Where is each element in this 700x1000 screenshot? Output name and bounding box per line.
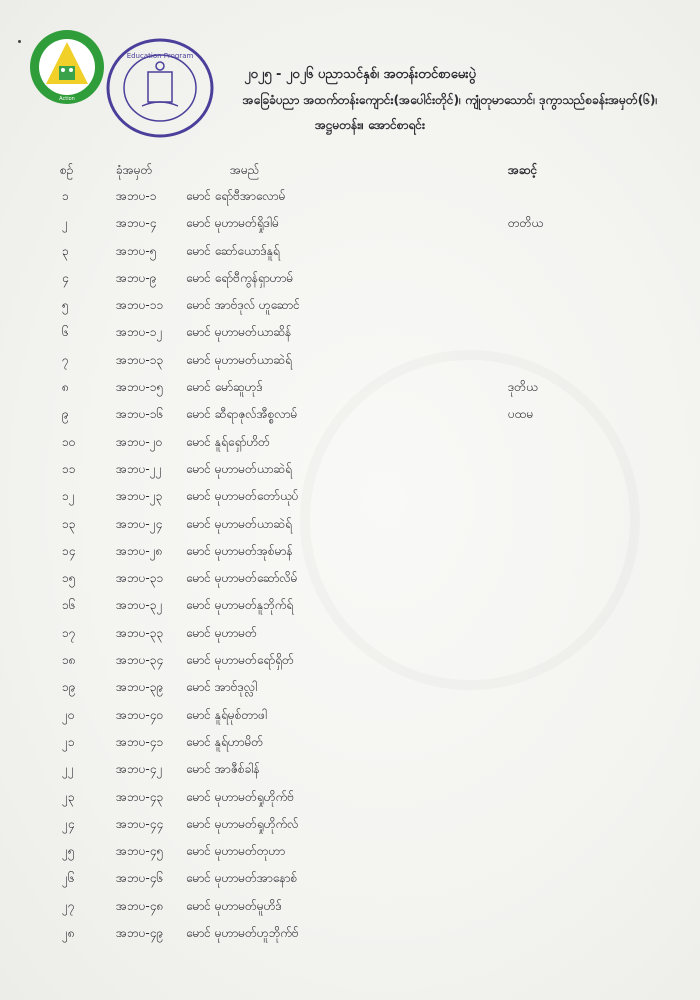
column-header-no: စဉ် (60, 163, 74, 177)
student-name: မောင် မုဟာမတ်ယာဆိန် (186, 325, 292, 340)
student-name: မောင် မုဟာမတ်ရှုဟိုက်လ် (186, 816, 299, 831)
table-row (0, 705, 700, 732)
title-line-2: အခြေခံပညာ အထက်တန်းကျောင်း(အပေါင်းတိုင်)၊ ကျုံတုမာသောင်၊ ဒုကွာသည်စခန်းအမှတ်(၆)၊ (242, 93, 658, 107)
seat-number: အဘပ-၂၄ (116, 516, 163, 531)
rank-label: ဒုတိယ (508, 380, 538, 395)
table-row (0, 568, 700, 595)
row-number: ၅ (62, 298, 69, 313)
seat-number: အဘပ-၄ (116, 216, 157, 231)
seat-number: အဘပ-၄၅ (116, 844, 164, 859)
rank-label: ပထမ (508, 407, 534, 422)
table-row (0, 322, 700, 349)
student-name: မောင် မုဟာမတ်တုဟာ (186, 844, 286, 859)
table-row (0, 241, 700, 268)
student-name: မောင် မုဟာမတ်မူဟိဒ် (186, 898, 282, 913)
seat-number: အဘပ-၃၁ (116, 571, 164, 586)
seat-number: အဘပ-၄၀ (116, 707, 164, 722)
row-number: ၉ (62, 407, 69, 422)
table-row (0, 896, 700, 923)
seat-number: အဘပ-၁ (116, 189, 157, 203)
seat-number: အဘပ-၉ (116, 270, 157, 285)
seat-number: အဘပ-၄၂ (116, 762, 163, 777)
table-row (0, 841, 700, 868)
row-number: ၃ (62, 243, 69, 258)
table-row (0, 923, 700, 950)
seat-number: အဘပ-၄၆ (116, 871, 164, 886)
table-row (0, 595, 700, 622)
table-row (0, 623, 700, 650)
row-number: ၂၅ (62, 844, 75, 859)
student-name: မောင် ရော်ဗီအာလောမ် (186, 189, 286, 203)
row-number: ၁၆ (62, 598, 76, 613)
seat-number: အဘပ-၁၅ (116, 380, 164, 395)
table-row (0, 677, 700, 704)
row-number: ၂၆ (62, 871, 75, 886)
table-row (0, 377, 700, 404)
table-row (0, 732, 700, 759)
seat-number: အဘပ-၃၄ (116, 653, 164, 668)
row-number: ၄ (62, 270, 69, 285)
student-name: မောင် နူရ်မုစ်တာဖါ (186, 707, 268, 722)
student-name: မောင် အာဗ်ဒုလ္လါ (186, 680, 258, 695)
education-program-logo (104, 36, 216, 140)
seat-number: အဘပ-၃၉ (116, 680, 164, 695)
rank-label: တတိယ (508, 216, 544, 231)
student-name: မောင် မုဟာမတ်ရော်ရှိတ် (186, 653, 294, 668)
column-header-name: အမည် (230, 163, 260, 177)
table-row (0, 432, 700, 459)
seat-number: အဘပ-၄၃ (116, 789, 164, 804)
seat-number: အဘပ-၄၈ (116, 898, 164, 913)
student-name: မောင် ဆော်ယောဒ်နူရ် (186, 243, 280, 258)
student-name: မောင် နူရ်ရှော်ဟိတ် (186, 434, 270, 449)
seat-number: အဘပ-၁၆ (116, 407, 164, 422)
student-name: မောင် ဆီရာဇုလ်အီစ္စလာမ် (186, 407, 298, 422)
student-name: မောင် မုဟာမတ်ယာဆဲရ် (186, 516, 292, 531)
row-number: ၂၂ (62, 762, 74, 777)
table-row (0, 295, 700, 322)
student-name: မောင် မုဟာမတ်အုစ်မာန် (186, 543, 293, 558)
row-number: ၂၁ (62, 734, 75, 749)
row-number: ၁၈ (62, 653, 76, 668)
student-name: မောင် မုဟာမတ်ရှုဟိုက်ဗ် (186, 789, 295, 804)
student-name: မောင် အာဇီစ်ခါန် (186, 762, 260, 777)
row-number: ၂ (62, 216, 68, 231)
row-number: ၁၅ (62, 571, 76, 586)
row-number: ၆ (62, 325, 69, 340)
seat-number: အဘပ-၃၂ (116, 598, 163, 613)
student-name: မောင် နူရ်ဟာမိတ် (186, 734, 264, 749)
seat-number: အဘပ-၂၃ (116, 489, 163, 504)
row-number: ၁၇ (62, 625, 76, 640)
student-name: မောင် မုဟာမတ်ရှိုဒါမ် (186, 216, 279, 231)
student-name: မောင် မုဟာမတ်အာနောစ် (186, 871, 298, 886)
student-name: မောင် မုဟာမတ်တော်ယုပ် (186, 489, 299, 504)
table-row (0, 814, 700, 841)
table-row (0, 759, 700, 786)
row-number: ၁၀ (62, 434, 76, 449)
ink-dot (18, 40, 21, 43)
school-logo-left (28, 28, 106, 106)
logo-left-text: Action (59, 96, 75, 102)
seat-number: အဘပ-၂၀ (116, 434, 163, 449)
results-list (0, 186, 700, 950)
table-row (0, 650, 700, 677)
row-number: ၂၃ (62, 789, 75, 804)
student-name: မောင် မုဟာမတ်နူဘိုက်ရ် (186, 598, 294, 613)
seat-number: အဘပ-၁၁ (116, 298, 164, 313)
student-name: မောင် မုဟာမတ်ဟူဘိုက်ဗ် (186, 926, 299, 941)
column-header-seat-number: ခုံအမှတ် (116, 163, 153, 177)
seat-number: အဘပ-၃၃ (116, 625, 164, 640)
student-name: မောင် မုဟာမတ် (186, 625, 257, 640)
seat-number: အဘပ-၄၄ (116, 816, 164, 831)
student-name: မောင် အာဗ်ဒုလ် ဟူဆောင် (186, 298, 300, 313)
row-number: ၁၄ (62, 543, 76, 558)
table-row (0, 213, 700, 240)
seat-number: အဘပ-၂၈ (116, 543, 163, 558)
student-name: မောင် ရော်ဗီကွန်ရှာဟာမ် (186, 270, 294, 285)
logo-right-text: Education Program (126, 52, 194, 60)
table-row (0, 350, 700, 377)
student-name: မောင် မုဟာမတ်ဆော်လိမ် (186, 571, 298, 586)
title-line-3: အဋ္ဌမတန်း။ အောင်စာရင်း (314, 118, 426, 132)
seat-number: အဘပ-၁၂ (116, 325, 163, 340)
table-row (0, 404, 700, 431)
seat-number: အဘပ-၄၉ (116, 926, 164, 941)
student-name: မောင် မုဟာမတ်ယာဆဲရ် (186, 461, 292, 476)
table-row (0, 868, 700, 895)
seat-number: အဘပ-၂၂ (116, 461, 162, 476)
row-number: ၁၃ (62, 516, 76, 531)
row-number: ၁ (62, 189, 69, 203)
student-name: မောင် မုဟာမတ်ယာဆဲရ် (186, 352, 292, 367)
row-number: ၁၂ (62, 489, 75, 504)
row-number: ၇ (62, 352, 69, 367)
row-number: ၂၈ (62, 926, 75, 941)
table-row (0, 514, 700, 541)
table-row (0, 268, 700, 295)
table-row (0, 186, 700, 213)
table-row (0, 459, 700, 486)
student-name: မောင် မော်ဆူဟုဒ် (186, 380, 263, 395)
row-number: ၂၀ (62, 707, 75, 722)
seat-number: အဘပ-၁၃ (116, 352, 164, 367)
seat-number: အဘပ-၅ (116, 243, 157, 258)
table-row (0, 541, 700, 568)
table-row (0, 787, 700, 814)
column-header-rank: အဆင့် (508, 163, 538, 177)
row-number: ၁၉ (62, 680, 76, 695)
row-number: ၈ (62, 380, 69, 395)
row-number: ၂၇ (62, 898, 75, 913)
seat-number: အဘပ-၄၁ (116, 734, 164, 749)
table-row (0, 486, 700, 513)
row-number: ၂၄ (62, 816, 75, 831)
title-line-1: ၂၀၂၅ - ၂၀၂၆ ပညာသင်နှစ်၊ အတန်းတင်စာမေးပွဲ (244, 67, 476, 82)
row-number: ၁၁ (62, 461, 76, 476)
